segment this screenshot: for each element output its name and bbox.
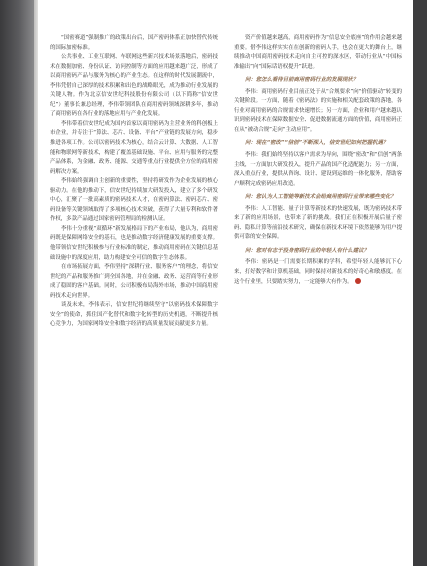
interview-question: 问：现在“密改”“信创”不断深入，信安世纪如何把握机遇？ (245, 140, 389, 147)
left-text-column (50, 34, 218, 330)
paragraph: “国密赛道”强制推广的政策出台后，国产密码体系正加快替代传统的国际加密标准。 (50, 35, 218, 51)
paragraph: 李伟始终强调自主创新的重要性，坚持将研发作为企业发展的核心驱动力。在他的推动下，信安世纪持续加大研发投入，建立了多个研发中心，汇聚了一批高素质的密码技术人才，在密码算法、密码芯片、密码设备等关键领域取得了多项核心技术突破，获得了大量专利和软件著作权，多款产品通过国家密码管理局的检测认证。 (50, 178, 218, 223)
interview-question: 问：您对有志于投身密码行业的年轻人有什么建议？ (245, 247, 369, 254)
end-of-article-icon (355, 278, 361, 284)
interview-answer: 李伟：商用密码行业目前正处于从“合规要求”向“价值驱动”转变的关键阶段。一方面，随着《密码法》的实施和相关配套政策的落地，各行业对商用密码的合规需求快速增长；另一方面，企业和用户越来越认识到密码技术在保障数据安全、促进数据流通方面的价值，商用密码正在从“被动合规”走向“主动应用”。 (234, 88, 402, 133)
paragraph: 李伟十分重视“双循环”新发展格局下的产业布局，他认为，商用密码既是保障网络安全的基石，也是推动数字经济健康发展的重要支撑。他带领信安世纪积极参与行业标准的制定，推动商用密码在关键信息基础设施中的深度应用，助力构建安全可信的数字生态体系。 (50, 225, 218, 261)
right-text-column (234, 34, 402, 287)
answer-text: 李伟：密码是一门需要长期积累的学科，希望年轻人能够沉下心来，打好数学和计算机基础，同时保持对新技术的好奇心和敏感度。在这个行业里，只要踏实努力，一定能够大有作为。 (234, 259, 402, 285)
interview-question: 问：您认为人工智能等新技术会给商用密码行业带来哪些变化？ (245, 194, 396, 201)
magazine-page (38, 0, 413, 566)
page-spine (413, 0, 427, 566)
interview-answer: 李伟：我们始终坚持以客户需求为导向，围绕“密改”和“信创”两条主线，一方面加大研发投入，提升产品的国产化适配能力；另一方面，深入重点行业，提供从咨询、设计、建设到运维的一体化服务，帮助客户顺利完成密码应用改造。 (234, 152, 402, 187)
paragraph: 资产价值越来越高，商用密码作为“信息安全底座”的作用会越来越重要。借李伟这样实实在在创新的密码人手，也会在更大的舞台上，继续推动中国商用密码技术走向自主可控的深水区，带动行业从“中国标准输出”向“国际话语权提升”跃进。 (234, 35, 402, 70)
paragraph: 谈及未来，李伟表示，信安世纪将继续坚守“以密码技术保障数字安全”的使命，抓住国产化替代和数字化转型的历史机遇，不断提升核心竞争力，为国家网络安全和数字经济的高质量发展贡献更多力量。 (50, 302, 218, 328)
left-edge-photo (0, 0, 34, 566)
interview-answer (234, 258, 402, 287)
paragraph: 在市场拓展方面，李伟坚持“深耕行业、服务客户”的理念，将信安世纪的产品和服务推广到全国各地，并在金融、政务、运营商等行业形成了稳固的客户基础。同时，公司积极布局海外市场，推动中国商用密码技术走向世界。 (50, 264, 218, 299)
paragraph: 公共事业、工业互联网、车联网这些新兴技术场景落地后，密码技术在数据加密、身份认证、访问控制等方面的应用越来越广泛，形成了以商用密码产品与服务为核心的产业生态。在这样的时代发展潮流中，李伟凭借自己深厚的技术积累和出色的战略眼光，成为推动行业发展的关键人物。作为北京信安世纪科技股份有限公司（以下简称“信安世纪”）董事长兼总经理，李伟带领团队在商用密码领域深耕多年，推动了商用密码在各行业的落地应用与产业化发展。 (50, 54, 218, 118)
interview-question: 问：您怎么看待目前商用密码行业的发展现状？ (245, 77, 359, 84)
paragraph: 李伟带着信安世纪成为国内首家以商用密码为主营业务的科创板上市企业，并专注于“算法、芯片、设备、平台”产业链的发展方向，稳步推进各项工作。公司以密码技术为核心，结合云计算、大数据、人工智能和物联网等新技术，构建了覆盖基础设施、平台、应用与服务的完整产品体系，为金融、政务、能源、交通等重点行业提供全方位的商用密码解决方案。 (50, 120, 218, 175)
interview-answer: 李伟：人工智能、量子计算等新技术的快速发展，既为密码技术带来了新的应用场景，也带来了新的挑战。我们正在积极开展后量子密码、隐私计算等前沿技术研究，确保在新技术环境下依然能够为用户提供可靠的安全保障。 (234, 205, 402, 241)
